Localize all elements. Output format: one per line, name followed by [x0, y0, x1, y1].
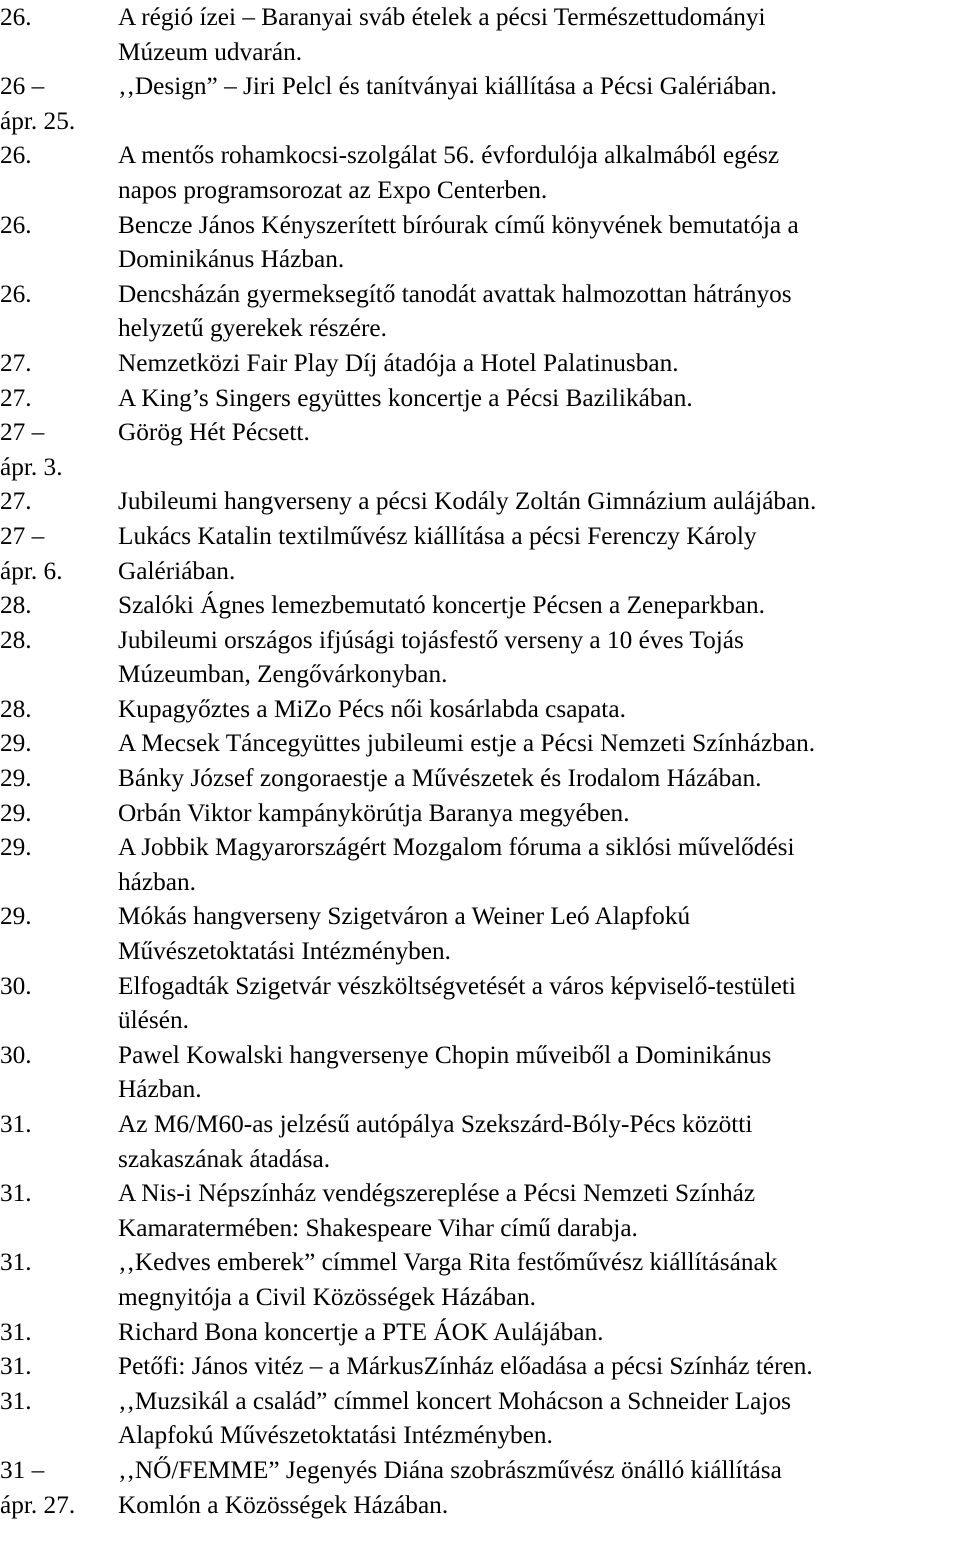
entry-line [0, 623, 960, 658]
entry-text: helyzetű gyerekek részére. [118, 314, 387, 343]
chronology-entry [0, 1245, 960, 1314]
entry-line [0, 1107, 960, 1142]
entry-line [0, 1418, 960, 1453]
entry-line [0, 346, 960, 381]
entry-text: A Mecsek Táncegyüttes jubileumi estje a Pécsi Nemzeti Színházban. [118, 729, 816, 758]
chronology-entry [0, 1349, 960, 1384]
entry-text: Görög Hét Pécsett. [118, 418, 310, 447]
entry-text: Jubileumi országos ifjúsági tojásfestő verseny a 10 éves Tojás [118, 625, 744, 654]
entry-text: Richard Bona koncertje a PTE ÁOK Aulájában. [118, 1317, 604, 1346]
entry-text: A King’s Singers együttes koncertje a Pécsi Bazilikában. [118, 383, 693, 412]
entry-text: Múzeumban, Zengővárkonyban. [118, 660, 448, 689]
entry-line [0, 865, 960, 900]
entry-date: 26. [0, 141, 32, 170]
chronology-entry [0, 138, 960, 207]
entry-text: Orbán Viktor kampánykörútja Baranya megyében. [118, 798, 630, 827]
entry-line [0, 450, 960, 485]
entry-date: 27. [0, 348, 32, 377]
entry-text: ‚‚Muzsikál a család” címmel koncert Mohácson a Schneider Lajos [118, 1386, 791, 1415]
chronology-entry [0, 969, 960, 1038]
chronology-entry [0, 830, 960, 899]
entry-text: Nemzetközi Fair Play Díj átadója a Hotel Palatinusban. [118, 348, 679, 377]
entry-line [0, 208, 960, 243]
chronology-entry [0, 899, 960, 968]
entry-date: 27. [0, 383, 32, 412]
entry-line [0, 242, 960, 277]
entry-line [0, 588, 960, 623]
entry-line [0, 554, 960, 589]
chronology-entry [0, 69, 960, 138]
entry-date: 26 – [0, 72, 45, 101]
entry-line [0, 1349, 960, 1384]
entry-line [0, 1038, 960, 1073]
entry-text: megnyitója a Civil Közösségek Házában. [118, 1282, 536, 1311]
entry-line [0, 519, 960, 554]
entry-text: Jubileumi hangverseny a pécsi Kodály Zoltán Gimnázium aulájában. [118, 487, 817, 516]
entry-text: Kupagyőztes a MiZo Pécs női kosárlabda csapata. [118, 694, 626, 723]
entry-date: ápr. 25. [0, 106, 76, 135]
chronology-entry [0, 796, 960, 831]
entry-date: 27 – [0, 418, 45, 447]
entry-text: Petőfi: János vitéz – a MárkusZínház előadása a pécsi Színház téren. [118, 1352, 813, 1381]
entry-date: 26. [0, 3, 32, 31]
entry-text: A Nis-i Népszínház vendégszereplése a Pécsi Nemzeti Színház [118, 1179, 756, 1208]
entry-text: Múzeum udvarán. [118, 37, 303, 66]
entry-date: 31. [0, 1386, 32, 1415]
entry-line [0, 138, 960, 173]
entry-text: Az M6/M60-as jelzésű autópálya Szekszárd-Bóly-Pécs közötti [118, 1110, 753, 1138]
entry-text: Szalóki Ágnes lemezbemutató koncertje Pécsen a Zeneparkban. [118, 591, 765, 620]
chronology-entry [0, 1176, 960, 1245]
entry-line [0, 173, 960, 208]
chronology-entry [0, 761, 960, 796]
entry-line [0, 1176, 960, 1211]
entry-text: Elfogadták Szigetvár vészköltségvetését a város képviselő-testületi [118, 971, 796, 1000]
chronology-entry [0, 0, 960, 69]
entry-line [0, 69, 960, 104]
chronology-entry [0, 519, 960, 588]
entry-date: ápr. 27. [0, 1490, 76, 1519]
entry-line [0, 657, 960, 692]
entry-text: Kamaratermében: Shakespeare Vihar című darabja. [118, 1213, 638, 1242]
entry-text: Galériában. [118, 556, 236, 585]
chronology-entry [0, 346, 960, 381]
entry-line [0, 1315, 960, 1350]
entry-line [0, 1453, 960, 1488]
entry-date: 29. [0, 798, 32, 827]
entry-text: Pawel Kowalski hangversenye Chopin műveiből a Dominikánus [118, 1040, 772, 1069]
entry-text: ‚‚NŐ/FEMME” Jegenyés Diána szobrászművész önálló kiállítása [118, 1455, 782, 1484]
chronology-entry [0, 1315, 960, 1350]
entry-date: 29. [0, 833, 32, 862]
chronology-entry [0, 623, 960, 692]
entry-line [0, 311, 960, 346]
chronology-entry [0, 415, 960, 484]
chronology-entry [0, 1038, 960, 1107]
entry-line [0, 1384, 960, 1419]
entry-date: ápr. 3. [0, 452, 63, 481]
chronology-entry [0, 588, 960, 623]
entry-date: 30. [0, 1040, 32, 1069]
entry-text: Házban. [118, 1075, 202, 1104]
entry-date: 31. [0, 1317, 32, 1346]
entry-text: ülésén. [118, 1006, 189, 1035]
entry-line [0, 796, 960, 831]
entry-text: Mókás hangverseny Szigetváron a Weiner Leó Alapfokú [118, 902, 691, 931]
entry-line [0, 484, 960, 519]
entry-line [0, 1142, 960, 1177]
entry-line [0, 692, 960, 727]
entry-line [0, 761, 960, 796]
chronology-entry [0, 1384, 960, 1453]
entry-text: Komlón a Közösségek Házában. [118, 1490, 449, 1519]
entry-text: Bencze János Kényszerített bíróurak című könyvének bemutatója a [118, 210, 799, 239]
chronology-entry [0, 692, 960, 727]
entry-line [0, 969, 960, 1004]
entry-date: 29. [0, 902, 32, 931]
entry-text: A Jobbik Magyarországért Mozgalom fóruma a siklósi művelődési [118, 833, 795, 862]
entry-line [0, 1488, 960, 1523]
entry-text: ‚‚Design” – Jiri Pelcl és tanítványai kiállítása a Pécsi Galériában. [118, 72, 777, 101]
entry-text: Dencsházán gyermeksegítő tanodát avattak halmozottan hátrányos [118, 279, 792, 308]
entry-text: napos programsorozat az Expo Centerben. [118, 175, 548, 204]
entry-line [0, 934, 960, 969]
chronology-entry [0, 1453, 960, 1522]
chronology-entry [0, 484, 960, 519]
entry-line [0, 830, 960, 865]
entry-line [0, 104, 960, 139]
entry-line [0, 0, 960, 35]
chronology-entry [0, 381, 960, 416]
chronology-entry [0, 277, 960, 346]
entry-line [0, 1211, 960, 1246]
entry-text: ‚‚Kedves emberek” címmel Varga Rita festőművész kiállításának [118, 1248, 778, 1277]
chronology-entry [0, 208, 960, 277]
entry-date: 27 – [0, 521, 45, 550]
chronology-entry [0, 726, 960, 761]
entry-line [0, 1245, 960, 1280]
entry-date: 26. [0, 210, 32, 239]
entry-line [0, 1003, 960, 1038]
entry-line [0, 381, 960, 416]
entry-date: 31. [0, 1110, 32, 1138]
entry-date: ápr. 6. [0, 556, 63, 585]
entry-text: Alapfokú Művészetoktatási Intézményben. [118, 1421, 553, 1450]
entry-line [0, 1280, 960, 1315]
entry-text: Dominikánus Házban. [118, 245, 345, 274]
entry-date: 29. [0, 764, 32, 793]
entry-text: szakaszának átadása. [118, 1144, 331, 1173]
entry-line [0, 1072, 960, 1107]
entry-text: Lukács Katalin textilművész kiállítása a pécsi Ferenczy Károly [118, 521, 757, 550]
entry-date: 31. [0, 1248, 32, 1277]
entry-line [0, 35, 960, 70]
entry-date: 31. [0, 1352, 32, 1381]
entry-line [0, 726, 960, 761]
entry-date: 31. [0, 1179, 32, 1208]
entry-text: Bánky József zongoraestje a Művészetek és Irodalom Házában. [118, 764, 762, 793]
entry-date: 28. [0, 591, 32, 620]
entry-line [0, 899, 960, 934]
entry-date: 29. [0, 729, 32, 758]
entry-date: 27. [0, 487, 32, 516]
entry-line [0, 415, 960, 450]
entry-date: 26. [0, 279, 32, 308]
entry-date: 28. [0, 625, 32, 654]
entry-text: házban. [118, 867, 196, 896]
entry-line [0, 277, 960, 312]
entry-date: 30. [0, 971, 32, 1000]
entry-text: Művészetoktatási Intézményben. [118, 937, 451, 966]
entry-text: A mentős rohamkocsi-szolgálat 56. évfordulója alkalmából egész [118, 141, 780, 170]
entry-date: 31 – [0, 1455, 45, 1484]
chronology-entry [0, 1107, 960, 1176]
entry-date: 28. [0, 694, 32, 723]
entry-text: A régió ízei – Baranyai sváb ételek a pécsi Természettudományi [118, 3, 766, 31]
